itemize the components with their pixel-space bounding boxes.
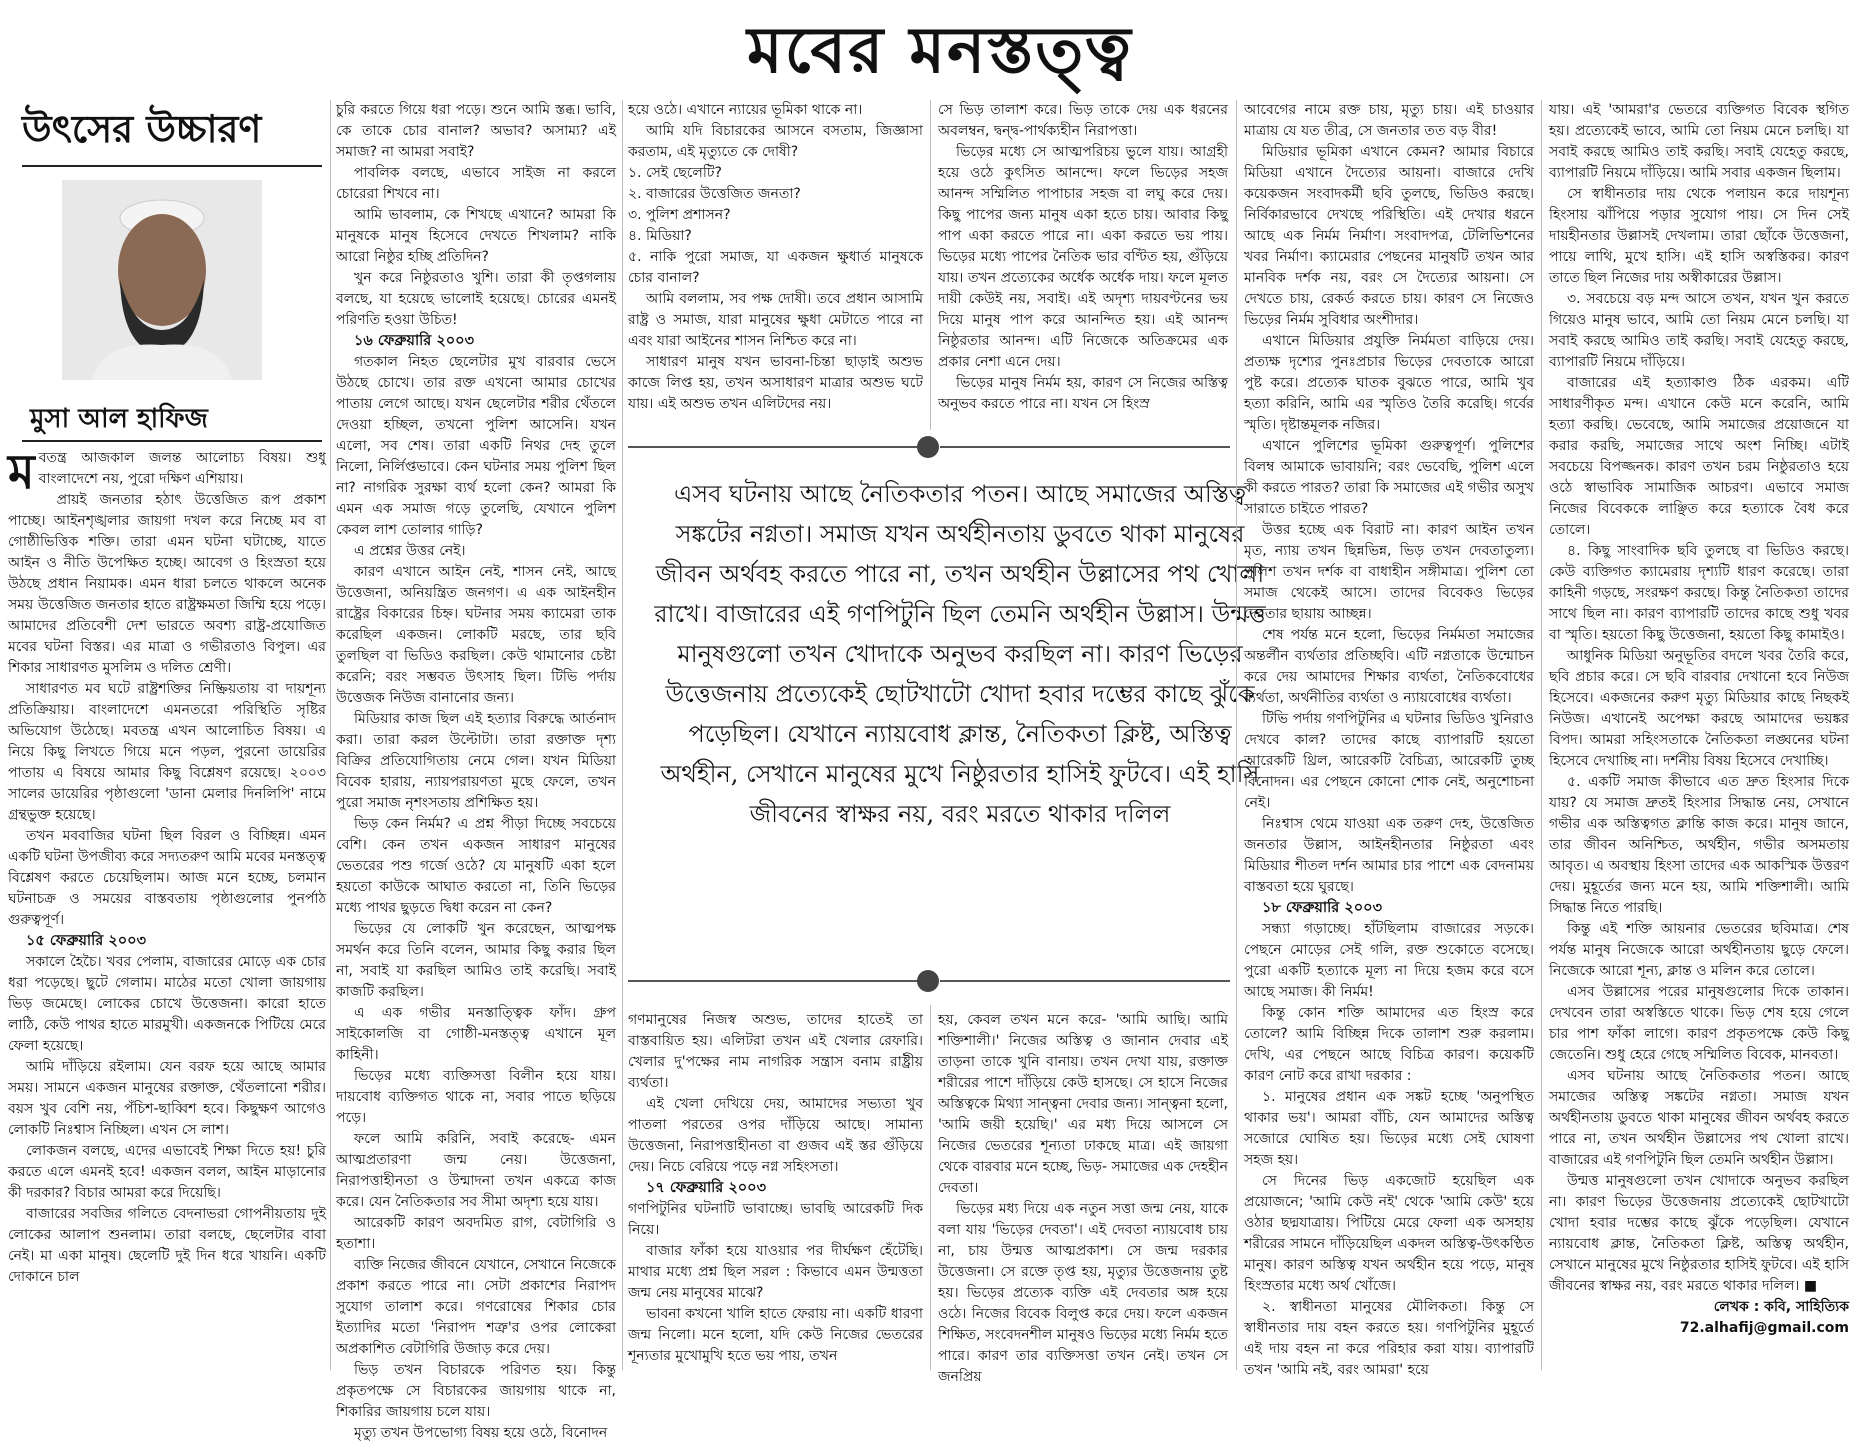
quote-divider [940,980,1230,982]
diary-date: ১৫ ফেব্রুয়ারি ২০০৩ [26,933,147,949]
author-name: মুসা আল হাফিজ [30,404,208,434]
paragraph: বাজারের সবজির গলিতে বেদনাভরা গোপনীয়তায় দুই লোকের আলাপ শুনলাম। তারা বলছে, ছেলেটার বাবা নেই। মা একা মানুষ। ছেলেটি দুই দিন ধরে খায়নি। একটি দোকানে চাল [8,1206,326,1285]
paragraph: বাজারের এই হত্যাকাণ্ড ঠিক এরকম। এটি সাধারণীকৃত মন্দ। এখানে কেউ মনে করেনি, আমি হত্যা করছি। ভেবেছে, আমি সমাজের প্রয়োজনে যা করার করছি, সমাজের সাথে অংশ নিচ্ছি। এটাই সবচেয়ে বিপজ্জনক। কারণ তখন চরম নিষ্ঠুরতাও হয়ে ওঠে স্বাভাবিক সামাজিক আচরণ। এভাবে সমাজ নিজের বিবেককে লাঞ্ছিত করে হত্যাকে বৈধ করে তোলে। [1549,375,1849,538]
paragraph: ভিড় কেন নির্মম? এ প্রশ্ন পীড়া দিচ্ছে সবচেয়ে বেশি। কেন তখন একজন সাধারণ মানুষের ভেতরের পশু গর্জে ওঠে? যে মানুষটি একা হলে হয়তো কাউকে আঘাত করতো না, তিনি ভিড়ের মধ্যে পাথর ছুড়তে দ্বিধা করেন না কেন? [336,816,616,916]
article-column-3-top [628,100,923,418]
paragraph: প্রায়ই জনতার হঠাৎ উত্তেজিত রূপ প্রকাশ পাচ্ছে। আইনশৃঙ্খলার জায়গা দখল করে নিচ্ছে মব বা গোষ্ঠীভিত্তিক শক্তি। তারা এমন ঘটনা ঘটাচ্ছে, যাতে আইন ও নীতি উপেক্ষিত হচ্ছে। আবেগ ও হিংস্রতা হয়ে উঠছে প্রধান নিয়ামক। এমন ধারা চলতে থাকলে অনেক সময় উত্তেজিত জনতার হাতে রাষ্ট্রক্ষমতা জিম্মি হয়ে পড়ে। আমাদের প্রতিবেশী দেশ ভারতে অবশ্য রাষ্ট্র-প্রযোজিত মবের ঘটনা বিস্তর। এর মাত্রা ও গভীরতাও বিপুল। এর শিকার সাধারণত মুসলিম ও দলিত শ্রেণী। [8,492,326,676]
paragraph: লোকজন বলছে, এদের এভাবেই শিক্ষা দিতে হয়! চুরি করতে এলে এমনই হবে! একজন বলল, আইন মাড়ানোর কী দরকার? বিচার আমরা করে দিয়েছি। [8,1143,326,1201]
paragraph: ৩. সবচেয়ে বড় মন্দ আসে তখন, যখন খুন করতে গিয়েও মানুষ ভাবে, আমি তো নিয়ম মেনে চলছি। যা সবাই করছে আমিও তাই করছি। সবাই যেহেতু করছে, ব্যাপারটি নিয়মে দাঁড়িয়ে। [1549,291,1849,370]
article-column-4-bottom [938,1010,1228,1385]
paragraph: আরেকটি কারণ অবদমিত রাগ, বেটাগিরি ও হতাশা। [336,1215,616,1252]
paragraph: আধুনিক মিডিয়া অনুভূতির বদলে খবর তৈরি করে, ছবি প্রচার করে। সে ছবি বারবার দেখানো হবে নিউজ হিসেবে। একজনের করুণ মৃত্যু মিডিয়ার কাছে নিছকই নিউজ। এখানেই অপেক্ষা করছে আমাদের ভয়ঙ্কর বিপদ। আমরা সহিংসতাকে নৈতিকতা লঙ্ঘনের ঘটনা হিসেবে দেখাচ্ছি না। দর্শনীয় বিষয় হিসেবে দেখাচ্ছি। [1549,648,1849,769]
column-divider [330,100,331,1370]
diary-date: ১৭ ফেব্রুয়ারি ২০০৩ [646,1180,767,1196]
paragraph: ১. মানুষের প্রধান এক সঙ্কট হচ্ছে 'অনুপস্থিত থাকার ভয়'। আমরা বাঁচি, যেন আমাদের অস্তিত্ব সজোরে ঘোষিত হয়। ভিড়ের মধ্যে সেই ঘোষণা সহজ হয়। [1244,1089,1534,1168]
column-divider [930,100,931,430]
article-column-1 [8,444,326,1373]
paragraph: গতকাল নিহত ছেলেটার মুখ বারবার ভেসে উঠছে চোখে। তার রক্ত এখনো আমার চোখের পাতায় লেগে আছে। যখন ছেলেটার শরীর থেঁতলে দেওয়া হচ্ছিল, তখনো পুলিশ আসেনি। যখন এলো, সব শেষ। তারা একটি নিথর দেহ তুলে নিলো, নির্লিপ্তভাবে। কেন ঘটনার সময় পুলিশ ছিল না? নাগরিক সুরক্ষা ব্যর্থ হলো কেন? আমরা কি এমন এক সমাজ গড়ে তুলেছি, যেখানে পুলিশ কেবল লাশ তোলার গাড়ি? [336,354,616,538]
paragraph: আমি ভাবলাম, কে শিখছে এখানে? আমরা কি মানুষকে মানুষ হিসেবে দেখতে শিখলাম? নাকি আরো নিষ্ঠুর হচ্ছি প্রতিদিন? [336,207,616,265]
drop-cap: ম [8,444,35,500]
paragraph: মিডিয়ার ভূমিকা এখানে কেমন? আমার বিচারে মিডিয়া এখানে দৈত্যের আয়না। বাজারে দেখি কয়েকজন সংবাদকর্মী ছবি তুলছে, ভিডিও করছে। নির্বিকারভাবে দেখছে পরিস্থিতি। এই দেখার ধরনে আছে এক নির্মম নির্মাণ। সংবাদপত্র, টেলিভিশনের খবর নির্মাণ। ক্যামেরার পেছনের মানুষটি তখন আর মানবিক দর্শক নয়, বরং সে দৈত্যের আয়না। সে দেখতে চায়, রেকর্ড করতে চায়। কারণ সে নিজেও ভিড়ের নির্মম সুবিধার অংশীদার। [1244,144,1534,328]
article-column-3-bottom [628,1010,923,1373]
paragraph: ভিড়ের মানুষ নির্মম হয়, কারণ সে নিজের অস্তিত্ব অনুভব করতে পারে না। যখন সে হিংস্র [938,375,1228,412]
paragraph: সন্ধ্যা গড়াচ্ছে। হাঁটছিলাম বাজারের সড়কে। পেছনে মোড়ের সেই গলি, রক্ত শুকোতে বসেছে। পুরো একটি হত্যাকে মূল্য না দিয়ে হজম করে বসে আছে সমাজ। কী নির্মম! [1244,921,1534,1000]
paragraph: চুরি করতে গিয়ে ধরা পড়ে। শুনে আমি স্তব্ধ। ভাবি, কে তাকে চোর বানাল? অভাব? অসাম্য? এই সমাজ? না আমরা সবাই? [336,102,616,160]
article-column-4-top [938,100,1228,418]
paragraph: মৃত্যু তখন উপভোগ্য বিষয় হয়ে ওঠে, বিনোদন [354,1425,608,1441]
diary-date: ১৮ ফেব্রুয়ারি ২০০৩ [1262,900,1383,916]
paragraph: উত্তর হচ্ছে এক বিরাট না। কারণ আইন তখন মৃত, ন্যায় তখন ছিন্নভিন্ন, ভিড় তখন দেবতাতুল্য। পুলিশ তখন দর্শক বা বাধাহীন সঙ্গীমাত্র। পুলিশ তো সমাজ থেকেই আসে। তাদের বিবেকও ভিড়ের দেবতার ছায়ায় আচ্ছন্ন। [1244,522,1534,622]
paragraph: হয়ে ওঠে। এখানে ন্যায়ের ভূমিকা থাকে না। [628,102,863,118]
paragraph: গণপিটুনির ঘটনাটি ভাবাচ্ছে। ভাবছি আরেকটি দিক নিয়ে। [628,1201,923,1238]
column-divider [1541,100,1542,1370]
paragraph: এখানে মিডিয়ার প্রযুক্তি নির্মমতা বাড়িয়ে দেয়। প্রত্যক্ষ দৃশ্যের পুনঃপ্রচার ভিড়ের দেবতাকে আরো পুষ্ট করে। প্রত্যেক ঘাতক বুঝতে পারে, আমি খুব হত্যা করিনি, আমি এর স্মৃতিও তৈরি করেছি। গর্বের স্মৃতি। দৃষ্টান্তমূলক নজির। [1244,333,1534,433]
paragraph: সে ভিড় তালাশ করে। ভিড় তাকে দেয় এক ধরনের অবলম্বন, দ্বন্দ্ব-পার্থক্যহীন নিরাপত্তা। [938,102,1228,139]
paragraph: এই খেলা দেখিয়ে দেয়, আমাদের সভ্যতা খুব পাতলা পরতের ওপর দাঁড়িয়ে আছে। সামান্য উত্তেজনা, নিরাপত্তাহীনতা বা গুজব এই স্তর গুঁড়িয়ে দেয়। নিচে বেরিয়ে পড়ে নগ্ন সহিংসতা। [628,1096,923,1175]
column-divider [930,1005,931,1370]
quote-divider [628,446,918,448]
paragraph: এসব ঘটনায় আছে নৈতিকতার পতন। আছে সমাজের অস্তিত্ব সঙ্কটের নগ্নতা। সমাজ যখন অর্থহীনতায় ডুবতে থাকা মানুষের জীবন অর্থবহ করতে পারে না, তখন অর্থহীন উল্লাসের পথ খোলা রাখে। বাজারের এই গণপিটুনি ছিল তেমনি অর্থহীন উল্লাস। [1549,1068,1849,1168]
paragraph: খুন করে নিষ্ঠুরতাও খুশি। তারা কী তৃপ্তগলায় বলছে, যা হয়েছে ভালোই হয়েছে। চোরের এমনই পরিণতি হওয়া উচিত! [336,270,616,328]
column-kicker: উৎসের উচ্চারণ [22,106,262,151]
paragraph: কারণ এখানে আইন নেই, শাসন নেই, আছে উত্তেজনা, অনিয়ন্ত্রিত জনগণ। এ এক আইনহীন রাষ্ট্রের বিকারের চিহ্ন। ঘটনার সময় ক্যামেরা তাক করেছিল একজন। লোকটি মরছে, তার ছবি তুলছিল বা ভিডিও করছিল। কেউ থামানোর চেষ্টা করেনি; বরং সম্ভবত উৎসাহ ছিল। টিভি পর্দায় উত্তেজক নিউজ বানানোর জন্য। [336,564,616,706]
list-item: ১. সেই ছেলেটি? [628,165,722,181]
paragraph: মিডিয়ার কাজ ছিল এই হত্যার বিরুদ্ধে আর্তনাদ করা। তারা করল উল্টোটা। তারা রক্তাক্ত দৃশ্য বিক্রির প্রতিযোগিতায় নেমে গেল। যখন মিডিয়া বিবেক হারায়, ন্যায়পরায়ণতা মুছে ফেলে, তখন পুরো সমাজ নৃশংসতায় প্রশিক্ষিত হয়। [336,711,616,811]
paragraph: তখন মববাজির ঘটনা ছিল বিরল ও বিচ্ছিন্ন। এমন একটি ঘটনা উপজীব্য করে সদ্যতরুণ আমি মবের মনস্তত্ত্ব বিশ্লেষণ করতে চেয়েছিলাম। আজ মনে হচ্ছে, চলমান ঘটনাচক্র ও সময়ের বাস্তবতায় পৃষ্ঠাগুলোর পুনর্পাঠ গুরুত্বপূর্ণ। [8,828,326,928]
paragraph: আমি দাঁড়িয়ে রইলাম। যেন বরফ হয়ে আছে আমার সময়। সামনে একজন মানুষের রক্তাক্ত, থেঁতলানো শরীর। বয়স খুব বেশি নয়, পঁচিশ-ছাব্বিশ হবে। কিছুক্ষণ আগেও লোকটি নিঃশ্বাস নিচ্ছিল। এখন সে লাশ। [8,1059,326,1138]
list-item: ৪. মিডিয়া? [628,228,692,244]
column-divider [622,100,623,1370]
list-item: ৫. নাকি পুরো সমাজ, যা একজন ক্ষুধার্ত মানুষকে চোর বানাল? [628,249,923,286]
paragraph: উন্মত্ত মানুষগুলো তখন খোদাকে অনুভব করছিল না। কারণ ভিড়ের উত্তেজনায় প্রত্যেকেই ছোটখাটো খোদা হবার দম্ভের কাছে ঝুঁকে পড়েছিল। যেখানে ন্যায়বোধ ক্লান্ত, নৈতিকতা ক্লিষ্ট, অস্তিত্ব অর্থহীন, সেখানে মানুষের মুখে নিষ্ঠুরতার হাসিই ফুটবে। এই হাসি জীবনের স্বাক্ষর নয়, বরং মরতে থাকার দলিল। ■ [1549,1173,1849,1294]
paragraph: সকালে হৈচৈ। খবর পেলাম, বাজারের মোড়ে এক চোর ধরা পড়েছে। ছুটে গেলাম। মাঠের মতো খোলা জায়গায় ভিড় জমেছে। লোকের চোখে উত্তেজনা। কারো হাতে লাঠি, কেউ পাথর হাতে মারমুখী। একজনকে পিটিয়ে মেরে ফেলা হয়েছে। [8,954,326,1054]
paragraph: এসব উল্লাসের পরের মানুষগুলোর দিকে তাকান। দেখবেন তারা অস্বস্তিতে থাকে। ভিড় শেষ হয়ে গেলে চার পাশ ফাঁকা লাগে। কারণ প্রকৃতপক্ষে কেউ কিছু জেতেনি। শুধু হেরে গেছে সম্মিলিত বিবেক, মানবতা। [1549,984,1849,1063]
bullet-dot-icon [917,970,939,992]
paragraph: ভিড় তখন বিচারকে পরিণত হয়। কিন্তু প্রকৃতপক্ষে সে বিচারকের জায়গায় থাকে না, শিকারির জায়গায় চলে যায়। [336,1362,616,1420]
paragraph: ফলে আমি করিনি, সবাই করেছে- এমন আত্মপ্রতারণা জন্ম নেয়। উত্তেজনা, নিরাপত্তাহীনতা ও উন্মাদনা তখন একত্রে কাজ করে। যেন নৈতিকতার সব সীমা অদৃশ্য হয়ে যায়। [336,1131,616,1210]
paragraph: ভিড়ের মধ্যে সে আত্মপরিচয় ভুলে যায়। আগ্রহী হয়ে ওঠে কুৎসিত আনন্দে। ফলে ভিড়ের সহজ আনন্দ সম্মিলিত পাপাচার সহজ বা লঘু করে দেয়। কিছু পাপের জন্য মানুষ একা হতে চায়। আবার কিছু পাপ একা করতে পারে না। একা করতে ভয় পায়। ভিড়ের মধ্যে পাপের নৈতিক ভার বণ্টিত হয়, গুঁড়িয়ে যায়। তখন প্রত্যেকের অর্ধেক অর্ধেক দায়। ফলে মূলত দায়ী কেউই নয়, সবাই। এই অদৃশ্য দায়বণ্টনের ভয় দিয়ে মানুষ পাপ করে আনন্দিত হয়। এই আনন্দ নিষ্ঠুরতার আনন্দ। এটি নিজেকে অতিক্রমের এক প্রকার নেশা এনে দেয়। [938,144,1228,370]
paragraph: ২. স্বাধীনতা মানুষের মৌলিকতা। কিন্তু সে স্বাধীনতার দায় বহন করতে হয়। গণপিটুনির মুহূর্তে এই দায় বহন না করে পরিহার করা যায়। ব্যাপারটি তখন 'আমি নই, বরং আমরা' হয়ে [1244,1299,1534,1378]
paragraph: কিন্তু এই শক্তি আয়নার ভেতরের ছবিমাত্র। শেষ পর্যন্ত মানুষ নিজেকে আরো অর্থহীনতায় ছুড়ে ফেলে। নিজেকে আরো শূন্য, ক্লান্ত ও মলিন করে তোলে। [1549,921,1849,979]
paragraph: ভাবনা কখনো খালি হাতে ফেরায় না। একটি ধারণা জন্ম নিলো। মনে হলো, যদি কেউ নিজের ভেতরের শূন্যতার মুখোমুখি হতে ভয় পায়, তখন [628,1306,923,1364]
paragraph: হয়, কেবল তখন মনে করে- 'আমি আছি। আমি শক্তিশালী।' নিজের অস্তিত্ব ও জানান দেবার এই তাড়না তাকে খুনি বানায়। তখন দেখা যায়, রক্তাক্ত শরীরের পাশে দাঁড়িয়ে কেউ হাসছে। সে হাসে নিজের অস্তিত্বকে মিথ্যা সান্ত্বনা দেবার জন্য। সান্ত্বনা হলো, 'আমি জয়ী হয়েছি।' এর মধ্য দিয়ে আসলে সে নিজের ভেতরের শূন্যতা ঢাকছে মাত্র। এই জায়গা থেকে বারবার মনে হচ্ছে, ভিড়- সমাজের এক দেহহীন দেবতা। [938,1012,1228,1196]
paragraph: ভিড়ের মধ্য দিয়ে এক নতুন সত্তা জন্ম নেয়, যাকে বলা যায় 'ভিড়ের দেবতা'। এই দেবতা ন্যায়বোধ চায় না, চায় উন্মত্ত আত্মপ্রকাশ। সে জন্ম দরকার উত্তেজনা। সে রক্তে তৃপ্ত হয়, মৃত্যুর উত্তেজনায় তুষ্ট হয়। ভিড়ের প্রত্যেক ব্যক্তি এই দেবতার অঙ্গ হয়ে ওঠে। নিজের বিবেক বিলুপ্ত করে দেয়। ফলে একজন শিক্ষিত, সংবেদনশীল মানুষও ভিড়ের মধ্যে নির্মম হতে পারে। কারণ তার ব্যক্তিসত্তা তখন নেই। তখন সে জনপ্রিয় [938,1201,1228,1385]
article-title: মবের মনস্তত্ত্ব [747,13,1133,88]
paragraph: সাধারণত মব ঘটে রাষ্ট্রশক্তির নিষ্ক্রিয়তায় বা দায়শূন্য প্রতিক্রিয়ায়। বাংলাদেশে এমনতরো পরিস্থিতি সৃষ্টির অভিযোগ উঠেছে। মবতন্ত্র এখন আলোচিত বিষয়। এ নিয়ে কিছু লিখতে গিয়ে মনে পড়ল, পুরনো ডায়েরির পাতায় এ বিষয়ে আমার কিছু বিশ্লেষণ রয়েছে। ২০০৩ সালের ডায়েরির পৃষ্ঠাগুলো 'ডানা মেলার দিনলিপি' নামে গ্রন্থভুক্ত হয়েছে। [8,681,326,823]
paragraph: ভিড়ের মধ্যে ব্যক্তিসত্তা বিলীন হয়ে যায়। দায়বোধ ব্যক্তিগত থাকে না, সবার পাতে ছড়িয়ে পড়ে। [336,1068,616,1126]
paragraph: আবেগের নামে রক্ত চায়, মৃত্যু চায়। এই চাওয়ার মাত্রায় যে যত তীব্র, সে জনতার তত বড় বীর! [1244,102,1534,139]
author-signature: লেখক : কবি, সাহিত্যিক [1713,1299,1849,1315]
paragraph: কিন্তু কোন শক্তি আমাদের এত হিংস্র করে তোলে? আমি বিচ্ছিন্ন দিকে তালাশ শুরু করলাম। দেখি, এর পেছনে আছে বিচিত্র কারণ। কয়েকটি কারণ নোট করে রাখা দরকার : [1244,1005,1534,1084]
divider [22,440,322,442]
paragraph: টিভি পর্দায় গণপিটুনির এ ঘটনার ভিডিও খুনিরাও দেখবে কাল? তাদের কাছে ব্যাপারটি হয়তো আরেকটি থ্রিল, আরেকটি বৈচিত্র্য, আরেকটি তুচ্ছ বিনোদন। এর পেছনে কোনো শোক নেই, অনুশোচনা নেই। [1244,711,1534,811]
paragraph: সে দিনের ভিড় একজোট হয়েছিল এক প্রয়োজনে; 'আমি কেউ নই' থেকে 'আমি কেউ' হয়ে ওঠার ছদ্মযাত্রায়। পিটিয়ে মেরে ফেলা এক অসহায় শরীরের সামনে দাঁড়িয়েছিল একদল অস্তিত্ব-উৎকণ্ঠিত মানুষ। কারণ অস্তিত্ব যখন অর্থহীন হয়ে পড়ে, মানুষ হিংস্রতার মধ্যে অর্থ খোঁজে। [1244,1173,1534,1294]
bullet-dot-icon [917,436,939,458]
author-photo [62,180,262,380]
article-column-6 [1549,100,1849,1373]
paragraph: ৫. একটি সমাজ কীভাবে এত দ্রুত হিংসার দিকে যায়? যে সমাজ দ্রুতই হিংসার সিদ্ধান্ত নেয়, সেখানে গভীর এক অস্তিত্বগত ক্লান্তি কাজ করে। মানুষ জানে, তার জীবন অনিশ্চিত, অর্থহীন, গভীর অসমতায় আবৃত। এ অবস্থায় হিংসা তাদের এক আকস্মিক উত্তরণ দেয়। মুহূর্তের জন্য মনে হয়, আমি শক্তিশালী। আমি সিদ্ধান্ত নিতে পারছি। [1549,774,1849,916]
paragraph: আমি বললাম, সব পক্ষ দোষী। তবে প্রধান আসামি রাষ্ট্র ও সমাজ, যারা মানুষের ক্ষুধা মেটাতে পারে না এবং যারা আইনের শাসন নিশ্চিত করে না। [628,291,923,349]
paragraph: সাধারণ মানুষ যখন ভাবনা-চিন্তা ছাড়াই অশুভ কাজে লিপ্ত হয়, তখন অসাধারণ মাত্রার অশুভ ঘটে যায়। এই অশুভ তখন এলিটদের নয়। [628,354,923,412]
paragraph: ভিড়ের যে লোকটি খুন করেছেন, আত্মপক্ষ সমর্থন করে তিনি বলেন, আমার কিছু করার ছিল না, সবাই যা করছিল আমিও তাই করেছি। সবাই কাজটি করছিল। [336,921,616,1000]
paragraph: ব্যক্তি নিজের জীবনে যেখানে, সেখানে নিজেকে প্রকাশ করতে পারে না। সেটা প্রকাশের নিরাপদ সুযোগ তালাশ করে। গণরোষের শিকার চোর ইত্যাদির মতো 'নিরাপদ শত্রু'র ওপর লোকেরা অপ্রকাশিত বেটাগিরি উজাড় করে দেয়। [336,1257,616,1357]
divider [22,165,322,167]
paragraph: এ এক গভীর মনস্তাত্ত্বিক ফাঁদ। গ্রুপ সাইকোলজি বা গোষ্ঠী-মনস্তত্ত্ব এখানে মূল কাহিনী। [336,1005,616,1063]
author-email[interactable]: 72.alhafij@gmail.com [1679,1320,1849,1336]
paragraph: নিঃশ্বাস থেমে যাওয়া এক তরুণ দেহ, উত্তেজিত জনতার উল্লাস, আইনহীনতার নিষ্ঠুরতা এবং মিডিয়ার শীতল দর্শন আমার চার পাশে এক বেদনাময় বাস্তবতা হয়ে ঘুরছে। [1244,816,1534,895]
paragraph: বাজার ফাঁকা হয়ে যাওয়ার পর দীর্ঘক্ষণ হেঁটেছি। মাথার মধ্যে প্রশ্ন ছিল সরল : কিভাবে এমন উন্মত্ততা জন্ম নেয় মানুষের মাঝে? [628,1243,923,1301]
paragraph: এ প্রশ্নের উত্তর নেই। [354,543,466,559]
quote-divider [628,980,918,982]
paragraph: গণমানুষের নিজস্ব অশুভ, তাদের হাতেই তা বাস্তবায়িত হয়। এলিটরা তখন এই খেলার রেফারি। খেলার দু'পক্ষের নাম নাগরিক সন্ত্রাস বনাম রাষ্ট্রীয় ব্যর্থতা। [628,1012,923,1091]
paragraph: এখানে পুলিশের ভূমিকা গুরুত্বপূর্ণ। পুলিশের বিলম্ব আমাকে ভাবায়নি; বরং ভেবেছি, পুলিশ এলে কী করতে পারত? তারা কি সমাজের এই গভীর অসুখ সারাতে চাইতে পারত? [1244,438,1534,517]
paragraph: শেষ পর্যন্ত মনে হলো, ভিড়ের নির্মমতা সমাজের অন্তর্লীন ব্যর্থতার প্রতিচ্ছবি। এটি নগ্নতাকে উন্মোচন করে দেয় আমাদের শিক্ষার ব্যর্থতা, নৈতিকবোধের ব্যর্থতা, অর্থনীতির ব্যর্থতা ও ন্যায়বোধের ব্যর্থতা। [1244,627,1534,706]
paragraph: যায়। এই 'আমরা'র ভেতরে ব্যক্তিগত বিবেক স্থগিত হয়। প্রত্যেকেই ভাবে, আমি তো নিয়ম মেনে চলছি। যা সবাই করছে আমিও তাই করছি। সবাই যেহেতু করছে, ব্যাপারটি নিয়মে দাঁড়িয়ে। আমি সবার একজন ছিলাম। [1549,102,1849,181]
column-divider [1236,100,1237,1370]
paragraph: আমি যদি বিচারকের আসনে বসতাম, জিজ্ঞাসা করতাম, এই মৃত্যুতে কে দোষী? [628,123,923,160]
list-item: ৩. পুলিশ প্রশাসন? [628,207,731,223]
paragraph: সে স্বাধীনতার দায় থেকে পলায়ন করে দায়শূন্য হিংসায় ঝাঁপিয়ে পড়ার সুযোগ পায়। সে দিন সেই দায়হীনতার উল্লাসই দেখলাম। তারা ছোঁকে উত্তেজনা, পায়ে লাথি, মুখে হাসি। এই হাসি অস্বস্তিকর। কারণ তাতে ছিল নিজের দায় অস্বীকারের উল্লাস। [1549,186,1849,286]
quote-divider [940,446,1230,448]
paragraph: ৪. কিছু সাংবাদিক ছবি তুলছে বা ভিডিও করছে। কেউ ব্যক্তিগত ক্যামেরায় দৃশ্যটি ধারণ করেছে। তারা কাহিনী গড়ছে, সংরক্ষণ করছে। কিন্তু নৈতিকতা তাদের সাথে ছিল না। কারণ ব্যাপারটি তাদের কাছে শুধু খবর বা স্মৃতি। হয়তো কিছু উত্তেজনা, হয়তো কিছু কামাইও। [1549,543,1849,643]
author-portrait-icon [62,180,262,380]
paragraph: বতন্ত্র আজকাল জলন্ত আলোচ্য বিষয়। শুধু বাংলাদেশে নয়, পুরো দক্ষিণ এশিয়ায়। [38,450,326,487]
paragraph: পাবলিক বলছে, এভাবে সাইজ না করলে চোরেরা শিখবে না। [336,165,616,202]
article-column-5 [1244,100,1534,1378]
diary-date: ১৬ ফেব্রুয়ারি ২০০৩ [354,333,475,349]
pull-quote: এসব ঘটনায় আছে নৈতিকতার পতন। আছে সমাজের অস্তিত্ব সঙ্কটের নগ্নতা। সমাজ যখন অর্থহীনতায় ডুবতে থাকা মানুষের জীবন অর্থবহ করতে পারে না, তখন অর্থহীন উল্লাসের পথ খোলা রাখে। বাজারের এই গণপিটুনি ছিল তেমনি অর্থহীন উল্লাস। উন্মত্ত মানুষগুলো তখন খোদাকে অনুভব করছিল না। কারণ ভিড়ের উত্তেজনায় প্রত্যেকেই ছোটখাটো খোদা হবার দম্ভের কাছে ঝুঁকে পড়েছিল। যেখানে ন্যায়বোধ ক্লান্ত, নৈতিকতা ক্লিষ্ট, অস্তিত্ব অর্থহীন, সেখানে মানুষের মুখে নিষ্ঠুরতার হাসিই ফুটবে। এই হাসি জীবনের স্বাক্ষর নয়, বরং মরতে থাকার দলিল [654,480,1266,828]
article-column-2 [336,100,616,1441]
list-item: ২. বাজারের উত্তেজিত জনতা? [628,186,801,202]
